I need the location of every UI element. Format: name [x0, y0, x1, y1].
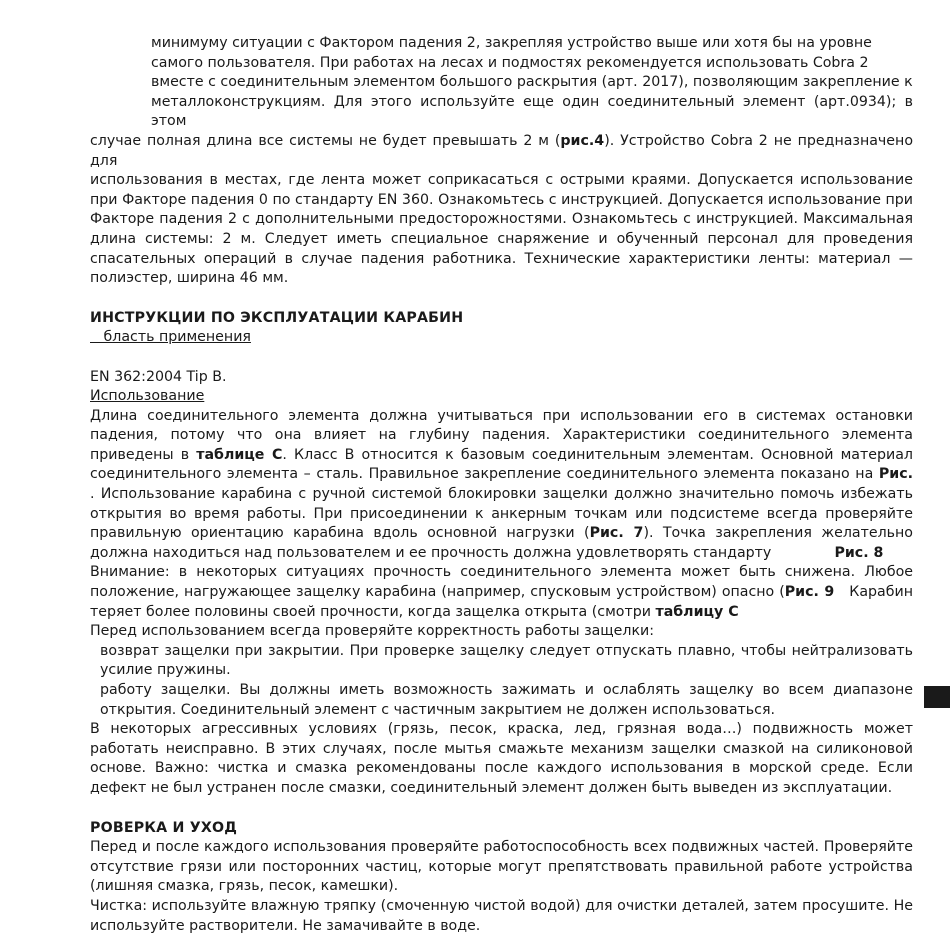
standard-reference: EN 362:2004 Tip B.	[90, 368, 227, 385]
warning-paragraph: Внимание: в некоторых ситуациях прочность соединительного элемента может быть снижена. Любое положение, нагружающее защелку карабина (например, спусковым устройством) опасно (Рис. 9 Карабин теряет более половины своей прочности, когда защелка открыта (смотри таблицу С	[90, 564, 918, 620]
section-heading-maintenance: РОВЕРКА И УХОД	[90, 819, 238, 836]
intro-line: самого пользователя. При работах на лесах и подмостях рекомендуется использовать Cobra 2	[151, 54, 869, 71]
intro-line: вместе с соединительным элементом большого раскрытия (арт. 2017), позволяющим закрепление к	[151, 74, 913, 91]
intro-rest: использования в местах, где лента может соприкасаться с острыми краями. Допускается использование при Факторе падения 0 по стандарту EN 360. Ознакомьтесь с инструкцией. Допускается использование при Факторе падения 2 с дополнительными предосторожностями. Ознакомьтесь с инструкцией. Максимальная длина системы: 2 м. Следует иметь специальное снаряжение и обученный персонал для проведения спасательных операций в случае падения работника. Технические характеристики ленты: материал — полиэстер, ширина 46 мм.	[90, 172, 913, 287]
usage-paragraph: Длина соединительного элемента должна учитываться при использовании его в системах остановки падения, потому что она влияет на глубину падения. Характеристики соединительного элемента приведены в таблице С. Класс В относится к базовым соединительным элементам. Основной материал соединительного элемента – сталь. Правильное закрепление соединительного элемента показано на Рис. . Использование карабина с ручной системой блокировки защелки должно значительно помочь избежать открытия во время работы. При присоединении к анкерным точкам или подсистеме всегда проверяйте правильную ориентацию карабина вдоль основной нагрузки (Рис. 7). Точка закрепления желательно должна находиться над пользователем и ее прочность должна удовлетворять стандарту Рис. 8	[90, 407, 927, 561]
check-item: работу защелки. Вы должны иметь возможность зажимать и ослаблять защелку во всем диапазоне открытия. Соединительный элемент с частичным закрытием не должен использоваться.	[100, 682, 913, 718]
document-page	[90, 34, 927, 936]
conditions-paragraph: В некоторых агрессивных условиях (грязь, песок, краска, лед, грязная вода…) подвижность может работать неисправно. В этих случаях, после мытья смажьте механизм защелки смазкой на силиконовой основе. Важно: чистка и смазка рекомендованы после каждого использования в морской среде. Если дефект не был устранен после смазки, соединительный элемент должен быть выведен из эксплуатации.	[90, 721, 913, 796]
intro-line: случае полная длина все системы не будет превышать 2 м (рис.4). Устройство Cobra 2 не предназначено для	[90, 132, 913, 169]
check-item: возврат защелки при закрытии. При проверке защелку следует отпускать плавно, чтобы нейтрализовать усилие пружины.	[100, 642, 913, 679]
maintenance-paragraph: Перед и после каждого использования проверяйте работоспособность всех подвижных частей. Проверяйте отсутствие грязи или посторонних частиц, которые могут препятствовать правильной работе устройства (лишняя смазка, грязь, песок, камешки).	[90, 839, 913, 895]
subheading-scope: бласть применения	[90, 329, 251, 346]
intro-line: металлоконструкциям. Для этого используйте еще один соединительный элемент (арт.0934); в этом	[151, 93, 913, 130]
check-intro: Перед использованием всегда проверяйте корректность работы защелки:	[90, 623, 655, 640]
usage-title: Использование	[90, 388, 205, 405]
intro-paragraph	[90, 34, 913, 289]
cleaning-paragraph: Чистка: используйте влажную тряпку (смоченную чистой водой) для очистки деталей, затем просушите. Не используйте растворители. Не замачивайте в воде.	[90, 897, 913, 934]
page-edge-tab	[924, 686, 950, 708]
section-heading-instructions: ИНСТРУКЦИИ ПО ЭКСПЛУАТАЦИИ КАРАБИН	[90, 309, 464, 326]
intro-line: минимуму ситуации с Фактором падения 2, закрепляя устройство выше или хотя бы на уровне	[151, 35, 872, 51]
